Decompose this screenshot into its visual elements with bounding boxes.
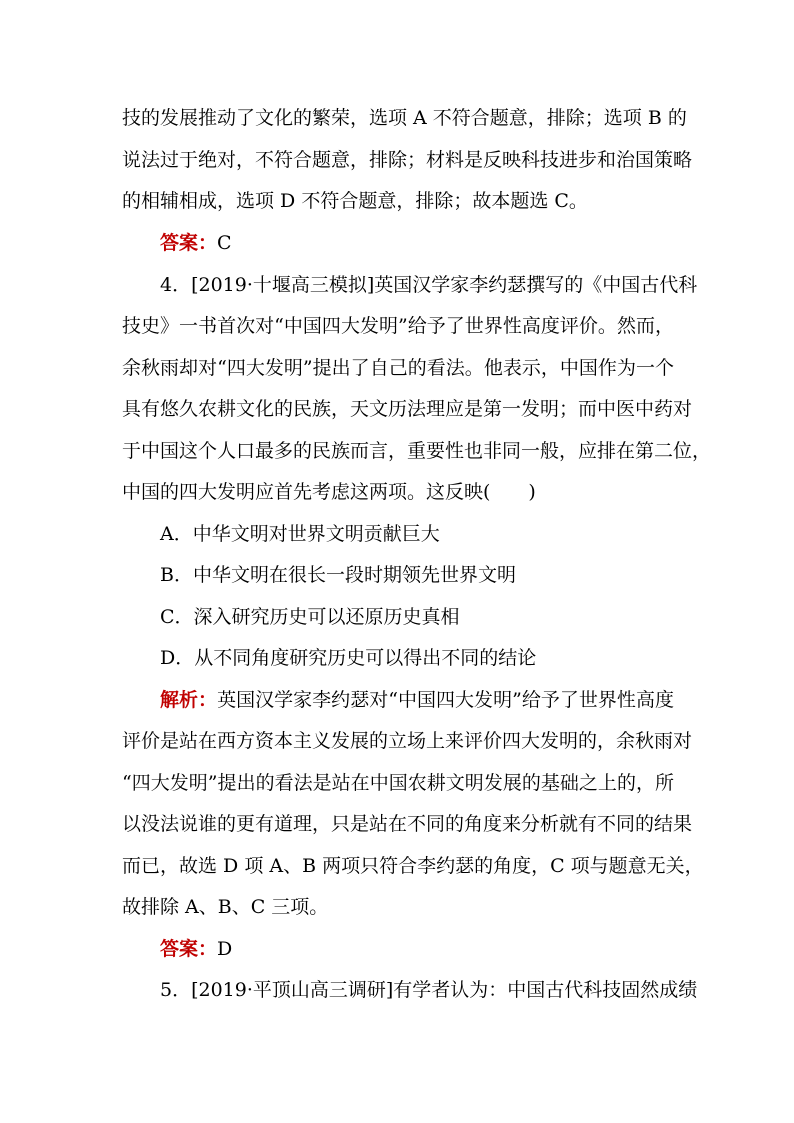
analysis-line: 而已，故选 D 项 A、B 两项只符合李约瑟的角度，C 项与题意无关， <box>122 855 704 877</box>
answer-line <box>160 231 674 255</box>
question-stem-line: 技史》一书首次对“中国四大发明”给予了世界性高度评价。然而， <box>122 315 674 337</box>
answer-label: 答案： <box>160 232 218 254</box>
question-stem-line: 中国的四大发明应首先考虑这两项。这反映( ) <box>122 481 536 503</box>
analysis-line <box>160 688 674 712</box>
analysis-line: “四大发明”提出的看法是站在中国农耕文明发展的基础之上的，所 <box>122 772 674 794</box>
analysis-line: 说法过于绝对，不符合题意，排除；材料是反映科技进步和治国策略 <box>122 149 693 171</box>
question-stem-line: 于中国这个人口最多的民族而言，重要性也非同一般，应排在第二位， <box>122 440 712 462</box>
analysis-line: 故排除 A、B、C 三项。 <box>122 896 329 918</box>
question-stem-line: 5．[2019·平顶山高三调研]有学者认为：中国古代科技固然成绩 <box>160 979 698 1001</box>
question-stem-line: 4．[2019·十堰高三模拟]英国汉学家李约瑟撰写的《中国古代科 <box>160 274 698 296</box>
answer-value: D <box>217 938 233 960</box>
analysis-line: 的相辅相成，选项 D 不符合题意，排除；故本题选 C。 <box>122 190 588 212</box>
question-stem-line: 余秋雨却对“四大发明”提出了自己的看法。他表示，中国作为一个 <box>122 357 674 379</box>
question-stem-line: 具有悠久农耕文化的民族，天文历法理应是第一发明；而中医中药对 <box>122 398 693 420</box>
option-a: A．中华文明对世界文明贡献巨大 <box>160 523 440 545</box>
option-c: C．深入研究历史可以还原历史真相 <box>160 606 460 628</box>
answer-value: C <box>217 232 232 254</box>
option-d: D．从不同角度研究历史可以得出不同的结论 <box>160 647 537 669</box>
analysis-line: 以没法说谁的更有道理，只是站在不同的角度来分析就有不同的结果 <box>122 813 693 835</box>
answer-line <box>160 937 674 961</box>
analysis-text: 英国汉学家李约瑟对“中国四大发明”给予了世界性高度 <box>217 689 674 711</box>
analysis-label: 解析： <box>160 689 218 711</box>
option-b: B．中华文明在很长一段时期领先世界文明 <box>160 564 516 586</box>
analysis-line: 技的发展推动了文化的繁荣，选项 A 不符合题意，排除；选项 B 的 <box>122 107 687 129</box>
analysis-line: 评价是站在西方资本主义发展的立场上来评价四大发明的，余秋雨对 <box>122 730 693 752</box>
answer-label: 答案： <box>160 938 218 960</box>
